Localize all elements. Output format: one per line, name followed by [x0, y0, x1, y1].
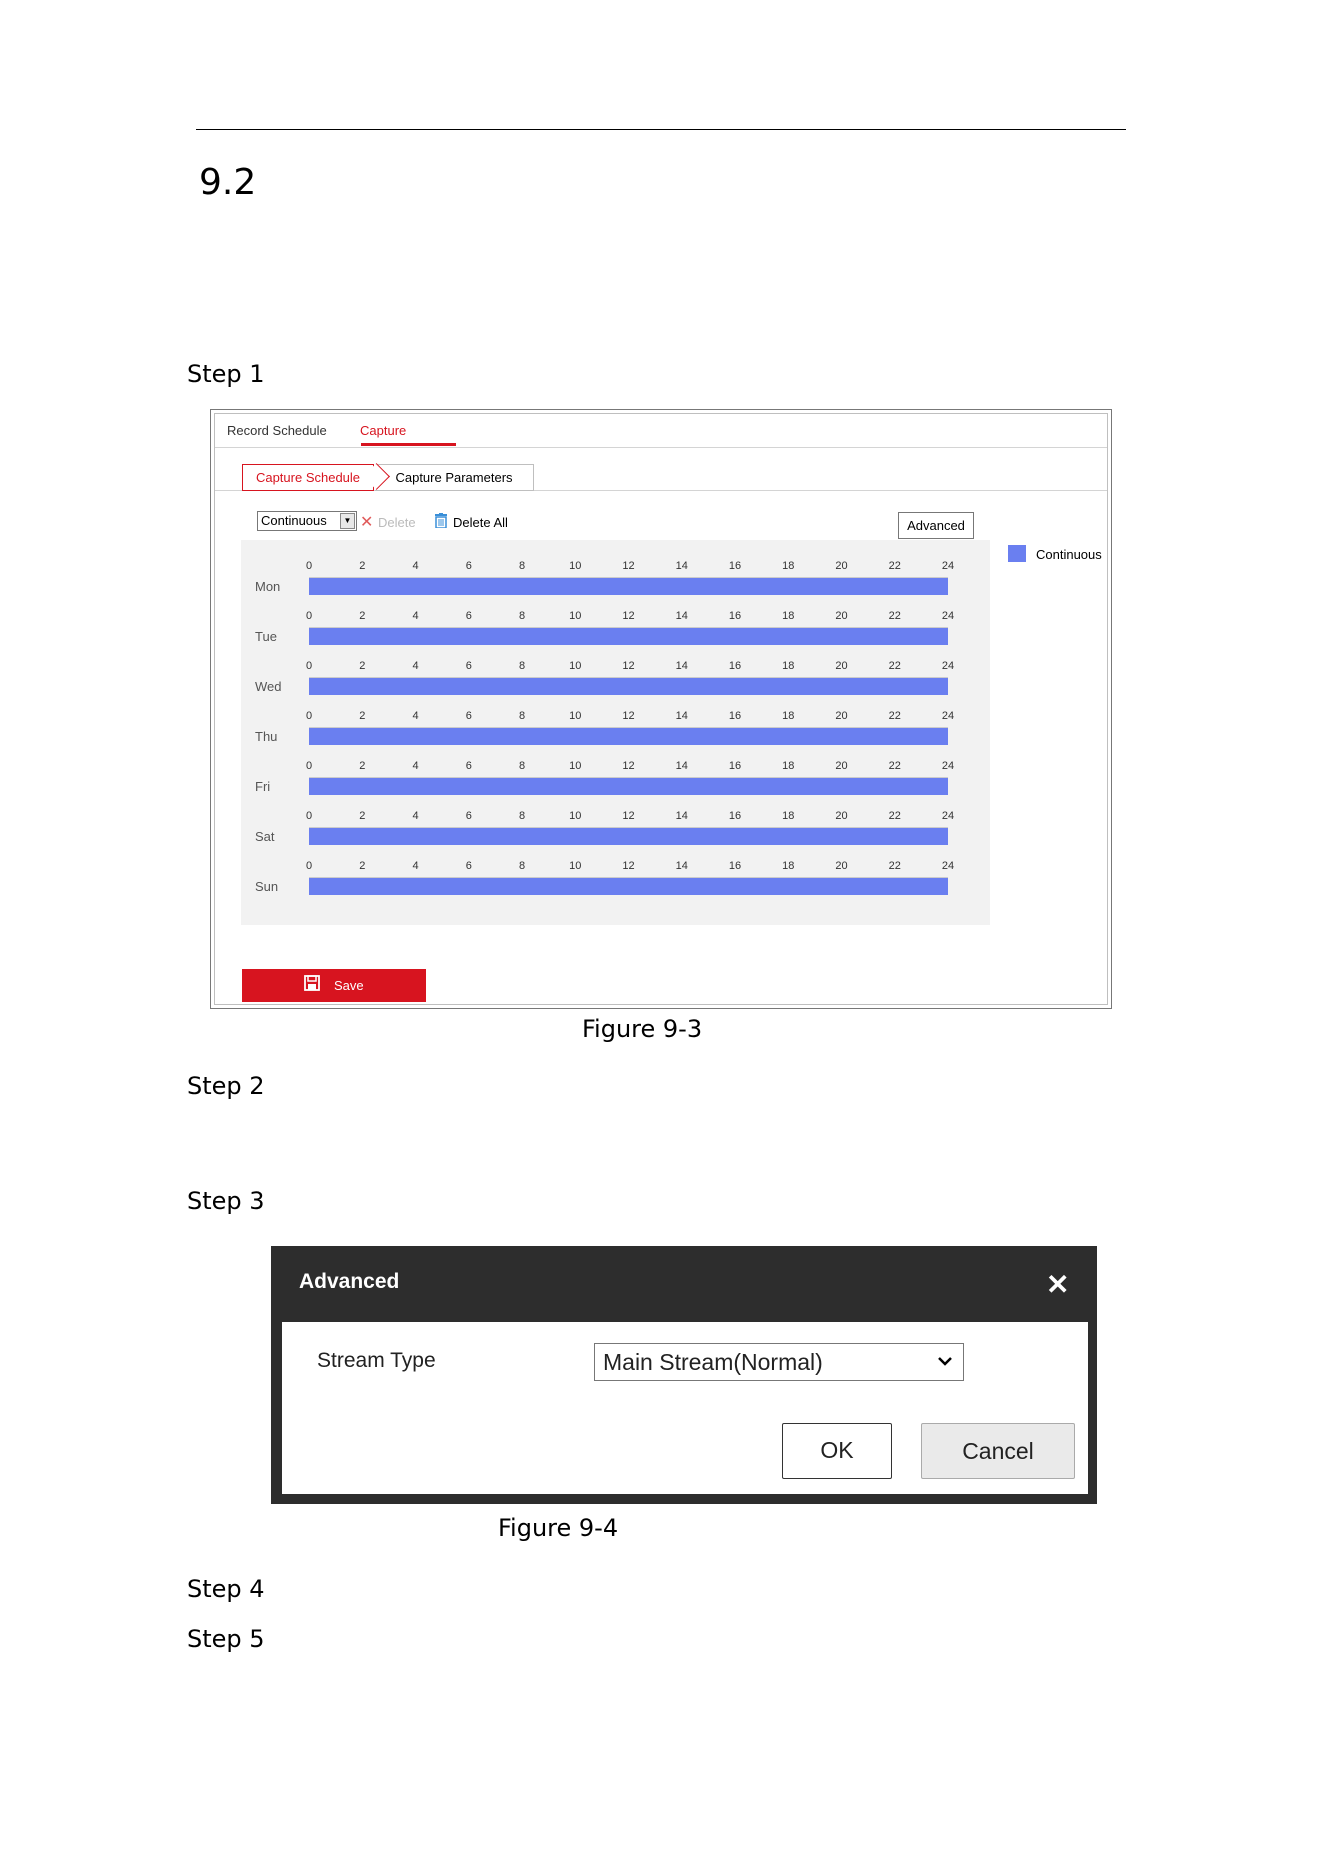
save-button[interactable] — [242, 969, 426, 1002]
step-5-label: Step 5 — [187, 1625, 265, 1653]
hour-tick-label: 24 — [941, 660, 955, 672]
schedule-row[interactable] — [241, 795, 990, 845]
hour-tick-label: 12 — [622, 810, 635, 822]
hour-tick-label: 12 — [622, 760, 635, 772]
day-label: Tue — [255, 629, 277, 644]
dropdown-arrow-icon[interactable]: ▼ — [340, 513, 355, 529]
hour-tick-label: 8 — [518, 760, 526, 772]
hour-tick-label: 12 — [622, 660, 635, 672]
hour-tick-label: 2 — [359, 860, 366, 872]
hour-tick-label: 12 — [622, 610, 635, 622]
hour-tick-label: 14 — [675, 760, 688, 772]
advanced-dialog-screenshot — [271, 1246, 1097, 1504]
hour-tick-label: 24 — [941, 860, 955, 872]
hour-tick-label: 8 — [518, 610, 526, 622]
hour-tick-label: 20 — [835, 610, 848, 622]
header-rule — [196, 129, 1126, 130]
schedule-bar-continuous[interactable] — [309, 828, 948, 845]
step-4-label: Step 4 — [187, 1575, 265, 1603]
advanced-button[interactable]: Advanced — [898, 512, 974, 539]
hour-tick-label: 18 — [782, 760, 795, 772]
section-heading: 9.2 — [199, 162, 257, 203]
hour-tick-label: 24 — [941, 560, 955, 572]
tab-capture[interactable]: Capture — [360, 423, 407, 438]
hour-tick-label: 4 — [412, 560, 419, 572]
legend-label-continuous: Continuous — [1036, 547, 1102, 562]
hour-tick-label: 20 — [835, 560, 848, 572]
step-1-label: Step 1 — [187, 360, 265, 388]
legend-swatch-continuous — [1008, 545, 1026, 562]
hour-tick-label: 12 — [622, 860, 635, 872]
hour-tick-label: 0 — [305, 560, 313, 572]
hour-tick-label: 20 — [835, 660, 848, 672]
hour-tick-label: 6 — [465, 860, 472, 872]
save-icon — [304, 970, 320, 1003]
hour-tick-label: 10 — [569, 810, 582, 822]
step-2-label: Step 2 — [187, 1072, 265, 1100]
day-label: Sat — [255, 829, 275, 844]
hour-tick-label: 2 — [359, 560, 366, 572]
schedule-type-select[interactable] — [257, 511, 357, 531]
hour-tick-label: 0 — [305, 860, 313, 872]
stream-type-value: Main Stream(Normal) — [603, 1349, 823, 1375]
hour-tick-label: 20 — [835, 710, 848, 722]
hour-tick-label: 8 — [518, 810, 526, 822]
delete-button[interactable]: Delete — [378, 515, 416, 530]
schedule-row[interactable] — [241, 695, 990, 745]
day-label: Thu — [255, 729, 278, 744]
main-tabs — [215, 414, 1107, 448]
hour-tick-label: 10 — [569, 560, 582, 572]
schedule-row[interactable] — [241, 545, 990, 595]
hour-tick-label: 14 — [675, 810, 688, 822]
hour-tick-label: 16 — [728, 760, 742, 772]
hour-tick-label: 14 — [675, 860, 688, 872]
hour-tick-label: 8 — [518, 660, 526, 672]
hour-tick-label: 4 — [412, 710, 419, 722]
hour-tick-label: 14 — [675, 710, 688, 722]
hour-tick-label: 8 — [518, 860, 526, 872]
delete-all-button[interactable]: Delete All — [453, 515, 508, 530]
hour-tick-label: 18 — [782, 560, 795, 572]
hour-tick-label: 22 — [888, 660, 901, 672]
hour-tick-label: 2 — [359, 660, 366, 672]
schedule-row[interactable] — [241, 595, 990, 645]
delete-x-icon: ✕ — [360, 514, 374, 531]
schedule-bar-continuous[interactable] — [309, 628, 948, 645]
step-3-label: Step 3 — [187, 1187, 265, 1215]
hour-tick-label: 14 — [675, 610, 688, 622]
dialog-body — [282, 1322, 1088, 1494]
hour-tick-label: 2 — [359, 810, 366, 822]
hour-tick-label: 6 — [465, 760, 472, 772]
capture-schedule-screenshot — [210, 409, 1112, 1009]
schedule-bar-continuous[interactable] — [309, 578, 948, 595]
weekly-schedule-grid[interactable] — [241, 540, 990, 925]
hour-tick-label: 16 — [728, 710, 742, 722]
ok-button[interactable]: OK — [782, 1423, 892, 1479]
chevron-down-icon — [937, 1344, 953, 1392]
hour-tick-label: 4 — [412, 660, 419, 672]
stream-type-label: Stream Type — [317, 1349, 436, 1372]
hour-tick-label: 4 — [412, 810, 419, 822]
hour-tick-label: 16 — [728, 860, 742, 872]
hour-tick-label: 22 — [888, 760, 901, 772]
hour-tick-label: 6 — [465, 660, 472, 672]
hour-tick-label: 0 — [305, 810, 313, 822]
hour-tick-label: 14 — [675, 660, 688, 672]
schedule-row[interactable] — [241, 745, 990, 795]
hour-tick-label: 14 — [675, 560, 688, 572]
hour-tick-label: 16 — [728, 810, 742, 822]
hour-tick-label: 12 — [622, 560, 635, 572]
day-label: Wed — [255, 679, 282, 694]
schedule-bar-continuous[interactable] — [309, 728, 948, 745]
dialog-title: Advanced — [299, 1270, 400, 1293]
tab-record-schedule[interactable]: Record Schedule — [227, 423, 327, 438]
day-label: Sun — [255, 879, 279, 894]
hour-tick-label: 10 — [569, 710, 582, 722]
stream-type-select[interactable] — [594, 1343, 964, 1381]
figure-9-3-caption: Figure 9-3 — [582, 1015, 703, 1043]
hour-tick-label: 0 — [305, 710, 313, 722]
hour-tick-label: 0 — [305, 760, 313, 772]
trash-icon — [434, 513, 448, 531]
hour-tick-label: 22 — [888, 710, 901, 722]
hour-tick-label: 18 — [782, 860, 795, 872]
hour-tick-label: 4 — [412, 760, 419, 772]
schedule-type-value: Continuous — [261, 513, 327, 528]
hour-tick-label: 20 — [835, 760, 848, 772]
hour-tick-label: 18 — [782, 610, 795, 622]
hour-tick-label: 12 — [622, 710, 635, 722]
schedule-bar-continuous[interactable] — [309, 878, 948, 895]
save-label: Save — [333, 978, 364, 993]
cancel-button[interactable]: Cancel — [921, 1423, 1075, 1479]
day-label: Mon — [255, 579, 281, 594]
subtab-capture-parameters[interactable]: Capture Parameters — [375, 464, 534, 491]
hour-tick-label: 2 — [359, 610, 366, 622]
hour-tick-label: 4 — [412, 610, 419, 622]
hour-tick-label: 16 — [728, 660, 742, 672]
hour-tick-label: 8 — [518, 560, 526, 572]
hour-tick-label: 22 — [888, 610, 901, 622]
hour-tick-label: 10 — [569, 610, 582, 622]
hour-tick-label: 8 — [518, 710, 526, 722]
day-label: Fri — [255, 779, 271, 794]
schedule-bar-continuous[interactable] — [309, 678, 948, 695]
hour-tick-label: 10 — [569, 760, 582, 772]
schedule-row[interactable] — [241, 645, 990, 695]
hour-tick-label: 20 — [835, 810, 848, 822]
hour-tick-label: 0 — [305, 660, 313, 672]
hour-tick-label: 6 — [465, 710, 472, 722]
schedule-row[interactable] — [241, 845, 990, 895]
hour-tick-label: 24 — [941, 710, 955, 722]
hour-tick-label: 6 — [465, 610, 472, 622]
hour-tick-label: 6 — [465, 560, 472, 572]
hour-tick-label: 24 — [941, 760, 955, 772]
hour-tick-label: 6 — [465, 810, 472, 822]
hour-tick-label: 10 — [569, 860, 582, 872]
hour-tick-label: 18 — [782, 660, 795, 672]
hour-tick-label: 22 — [888, 860, 901, 872]
schedule-bar-continuous[interactable] — [309, 778, 948, 795]
subtab-capture-schedule[interactable]: Capture Schedule — [242, 464, 374, 491]
hour-tick-label: 10 — [569, 660, 582, 672]
hour-tick-label: 16 — [728, 560, 742, 572]
hour-tick-label: 16 — [728, 610, 742, 622]
hour-tick-label: 24 — [941, 610, 955, 622]
hour-tick-label: 18 — [782, 710, 795, 722]
hour-tick-label: 2 — [359, 760, 366, 772]
hour-tick-label: 22 — [888, 560, 901, 572]
hour-tick-label: 0 — [305, 610, 313, 622]
hour-tick-label: 24 — [941, 810, 955, 822]
hour-tick-label: 4 — [412, 860, 419, 872]
figure-9-4-caption: Figure 9-4 — [498, 1514, 619, 1542]
hour-tick-label: 20 — [835, 860, 848, 872]
hour-tick-label: 2 — [359, 710, 366, 722]
hour-tick-label: 22 — [888, 810, 901, 822]
hour-tick-label: 18 — [782, 810, 795, 822]
close-icon[interactable]: ✕ — [1046, 1269, 1070, 1300]
active-tab-indicator — [361, 443, 456, 446]
